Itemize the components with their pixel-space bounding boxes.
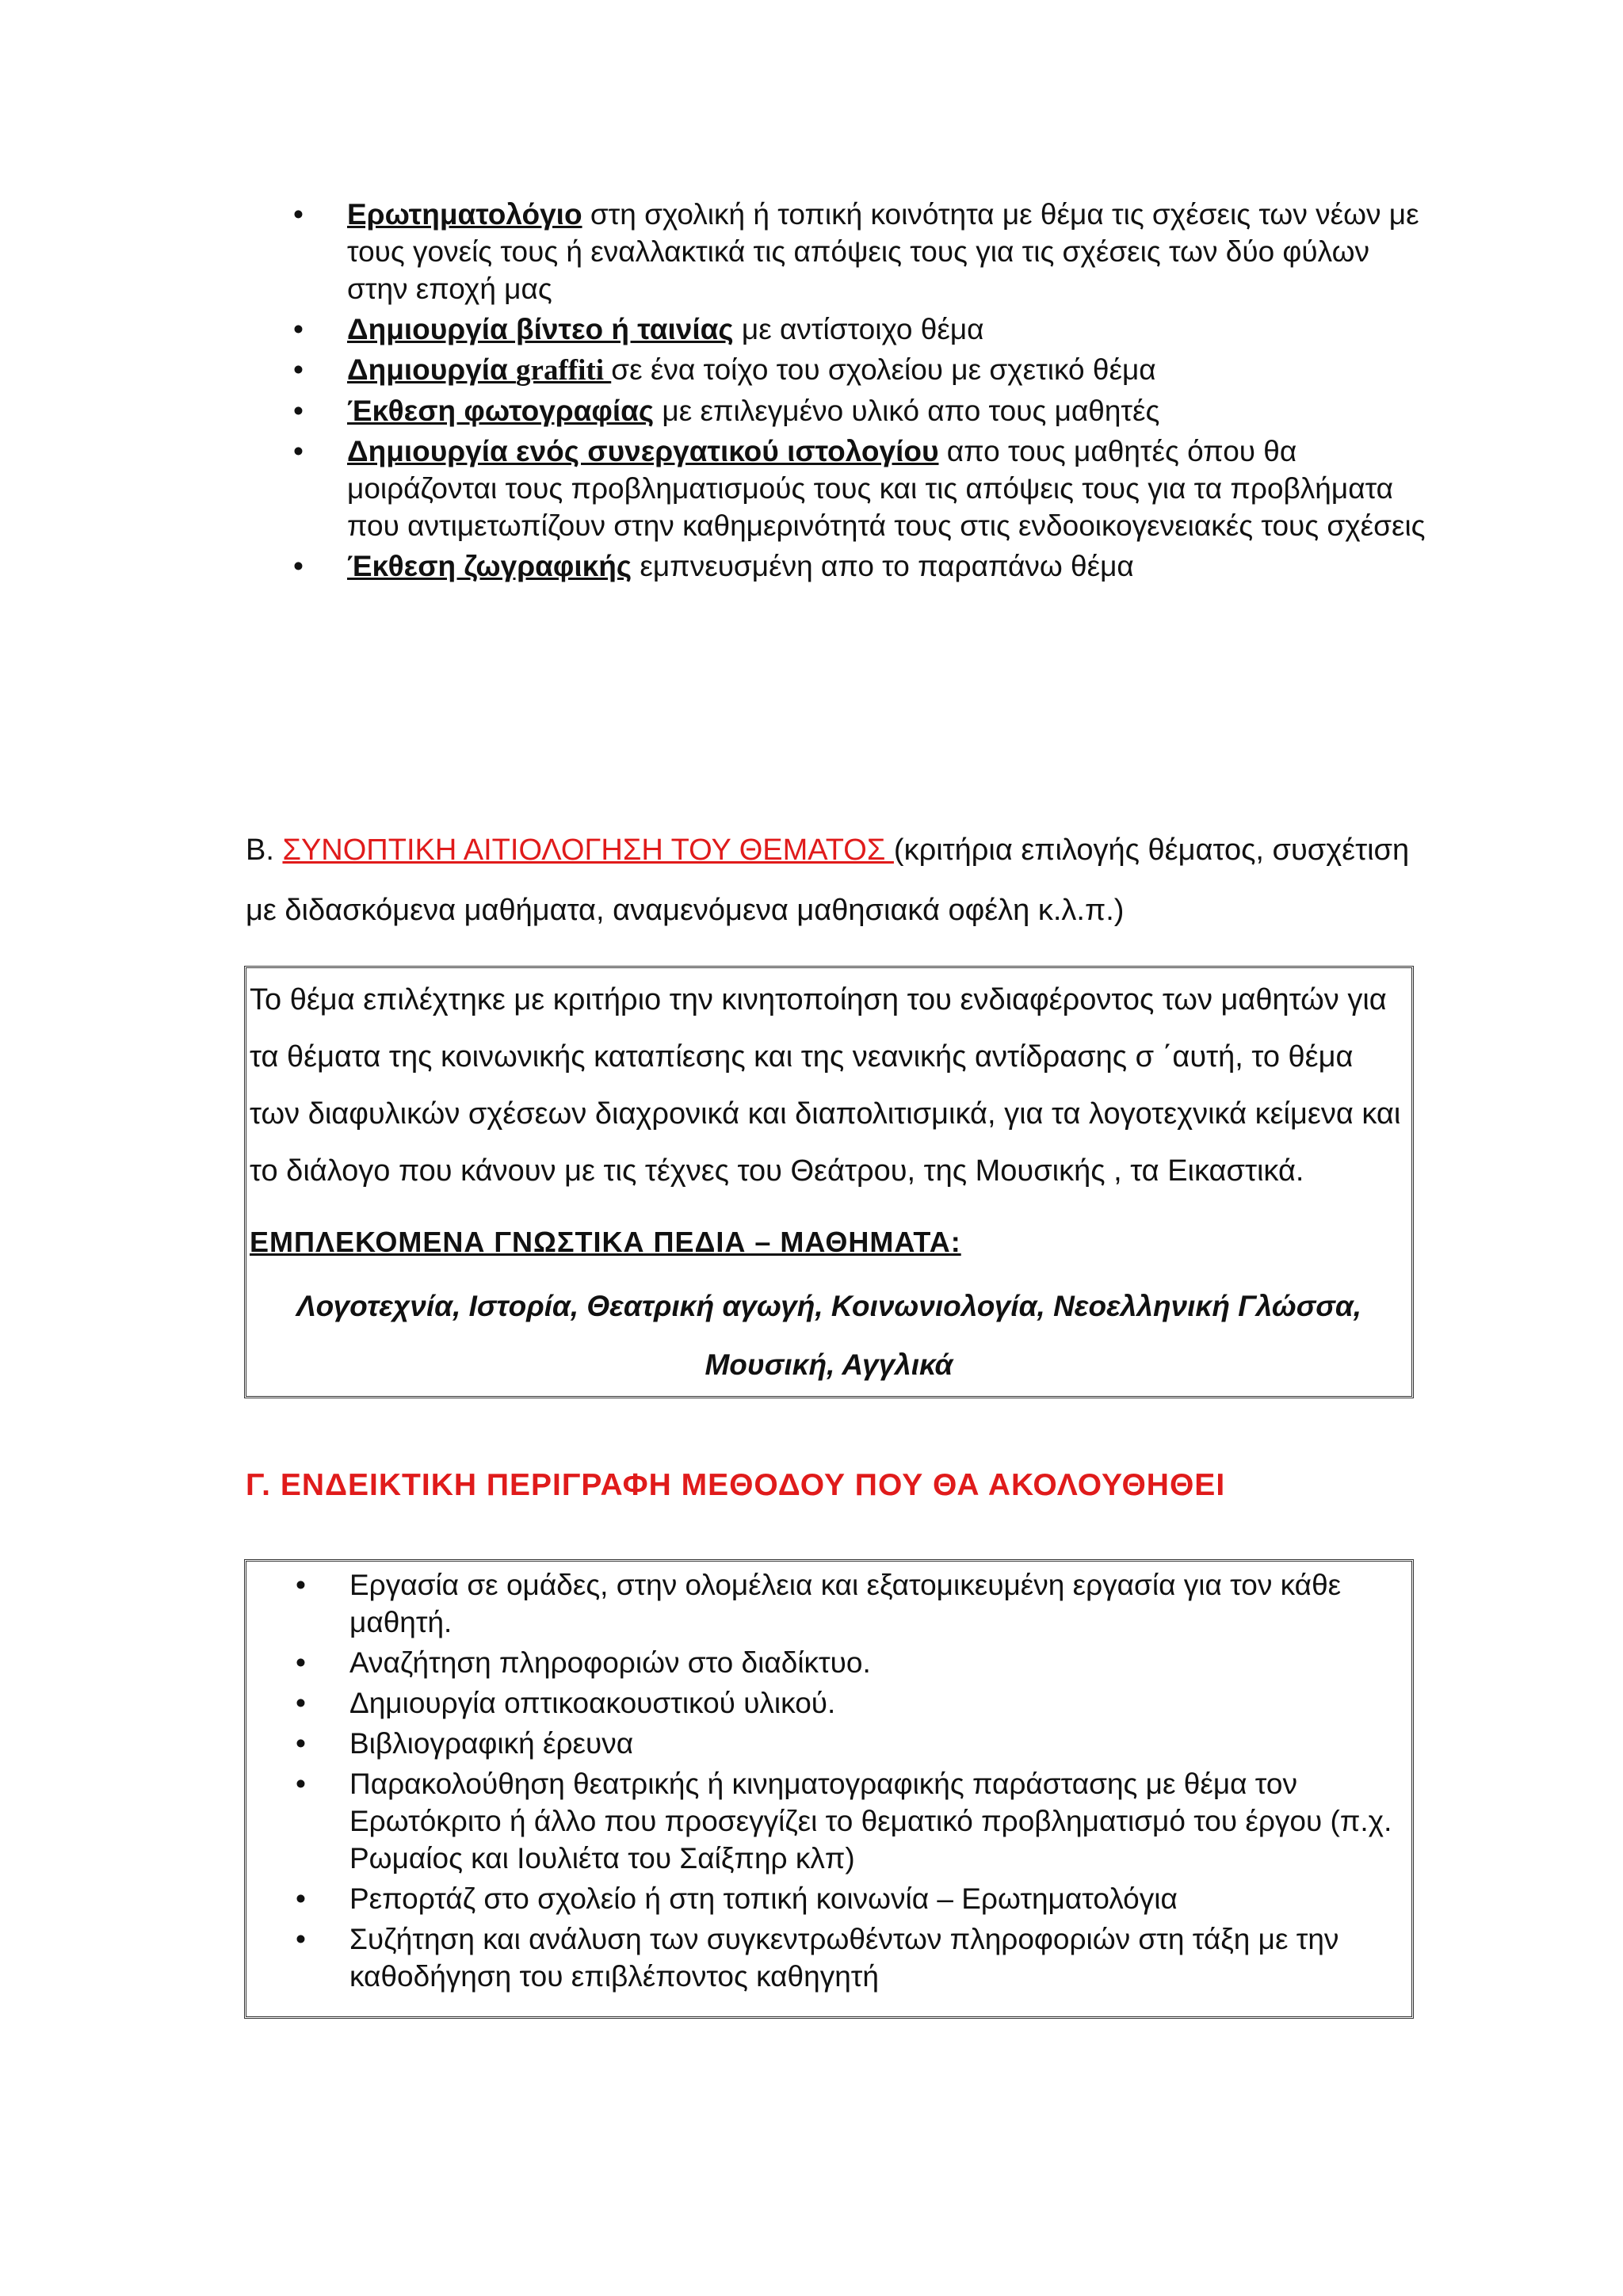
section-b-heading xyxy=(246,820,1419,940)
list-item xyxy=(293,351,1434,389)
item-text: εμπνευσμένη απο το παραπάνω θέμα xyxy=(632,550,1134,582)
item-lead: Ερωτηματολόγιο xyxy=(347,198,582,231)
list-item: • Ρεπορτάζ στο σχολείο ή στη τοπική κοινωνία – Ερωτηματολόγια xyxy=(296,1880,1405,1917)
list-item xyxy=(293,392,1434,429)
list-item: • Συζήτηση και ανάλυση των συγκεντρωθέντων πληροφοριών στη τάξη με την καθοδήγηση του επιβλέποντος καθηγητή xyxy=(296,1920,1405,1995)
item-text: απο τους μαθητές όπου θα μοιράζονται τους προβληματισμούς τους και τις απόψεις τους για τα προβλήματα που αντιμετωπίζουν στην καθημερινότητά τους στις ενδοοικογενειακές τους σχέσεις xyxy=(347,435,1426,542)
justification-text: Το θέμα επιλέχτηκε με κριτήριο την κινητοποίηση του ενδιαφέροντος των μαθητών για τα θέματα της κοινωνικής καταπίεσης και της νεανικής αντίδρασης σ ΄αυτή, το θέμα των διαφυλικών σχέσεων διαχρονικά και διαπολιτισμικά, για τα λογοτεχνικά κείμενα και το διάλογο που κάνουν με τις τέχνες του Θεάτρου, της Μουσικής , τα Εικαστικά. xyxy=(250,983,1401,1188)
section-g-heading: Γ. ΕΝΔΕΙΚΤΙΚΗ ΠΕΡΙΓΡΑΦΗ ΜΕΘΟΔΟΥ ΠΟΥ ΘΑ ΑΚΟΛΟΥΘΗΘΕΙ xyxy=(246,1468,1226,1502)
method-box xyxy=(244,1559,1414,2019)
fields-line: Μουσική, Αγγλικά xyxy=(705,1348,953,1381)
fields-title: ΕΜΠΛΕΚΟΜΕΝΑ ΓΝΩΣΤΙΚΑ ΠΕΔΙΑ – ΜΑΘΗΜΑΤΑ: xyxy=(250,1226,961,1258)
section-b-title: ΣΥΝΟΠΤΙΚΗ ΑΙΤΙΟΛΟΓΗΣΗ ΤΟΥ ΘΕΜΑΤΟΣ xyxy=(282,833,894,867)
item-lead: Έκθεση φωτογραφίας xyxy=(347,395,655,427)
item-lead: Έκθεση ζωγραφικής xyxy=(347,550,632,582)
list-item xyxy=(293,196,1434,307)
list-item: • Αναζήτηση πληροφοριών στο διαδίκτυο. xyxy=(296,1644,1405,1681)
item-lead: Δημιουργία ενός συνεργατικού ιστολογίου xyxy=(347,435,939,467)
item-lead: Δημιουργία xyxy=(347,353,517,386)
justification-box xyxy=(244,966,1414,1398)
item-text: σε ένα τοίχο του σχολείου με σχετικό θέμα xyxy=(611,353,1156,386)
list-item: • Εργασία σε ομάδες, στην ολομέλεια και εξατομικευμένη εργασία για τον κάθε μαθητή. xyxy=(296,1566,1405,1641)
list-item: • Παρακολούθηση θεατρικής ή κινηματογραφικής παράστασης με θέμα τον Ερωτόκριτο ή άλλο που προσεγγίζει το θεματικό προβληματισμό του έργου (π.χ. Ρωμαίος και Ιουλιέτα του Σαίξπηρ κλπ) xyxy=(296,1765,1405,1877)
list-item xyxy=(293,547,1434,585)
list-item xyxy=(293,433,1434,544)
list-item: • Δημιουργία οπτικοακουστικού υλικού. xyxy=(296,1684,1405,1722)
item-text: με αντίστοιχο θέμα xyxy=(733,313,984,345)
item-lead-extra: graffiti xyxy=(516,354,612,387)
fields-list xyxy=(246,1277,1411,1394)
item-text: στη σχολική ή τοπική κοινότητα με θέμα τις σχέσεις των νέων με τους γονείς τους ή εναλλακτικά τις απόψεις τους για τις σχέσεις των δύο φύλων στην εποχή μας xyxy=(347,198,1419,305)
fields-line: Λογοτεχνία, Ιστορία, Θεατρική αγωγή, Κοινωνιολογία, Νεοελληνική Γλώσσα, xyxy=(296,1290,1362,1322)
section-b-note: (κριτήρια επιλογής θέματος, συσχέτιση με διδασκόμενα μαθήματα, αναμενόμενα μαθησιακά οφέλη κ.λ.π.) xyxy=(246,833,1410,927)
method-list xyxy=(296,1566,1405,1998)
activities-list xyxy=(293,196,1434,588)
item-lead: Δημιουργία βίντεο ή ταινίας xyxy=(347,313,734,345)
list-item: • Βιβλιογραφική έρευνα xyxy=(296,1725,1405,1762)
item-text: με επιλεγμένο υλικό απο τους μαθητές xyxy=(654,395,1160,427)
list-item xyxy=(293,311,1434,348)
section-b-prefix: Β. xyxy=(246,833,283,867)
